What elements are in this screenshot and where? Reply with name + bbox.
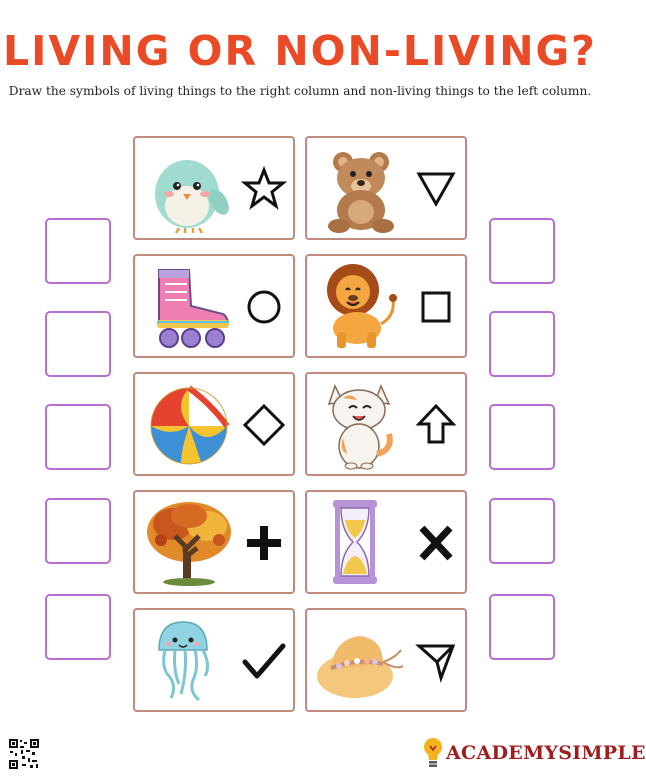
academy-simple-logo — [422, 736, 646, 772]
left-answer-box[interactable] — [45, 594, 111, 660]
send-arrow-icon — [411, 634, 461, 686]
right-answer-box[interactable] — [489, 594, 555, 660]
jellyfish-picture — [141, 614, 237, 706]
card-sun-hat — [305, 608, 467, 712]
arrow-up-icon — [411, 398, 461, 450]
bird-picture — [141, 142, 237, 234]
cross-icon — [411, 516, 461, 568]
roller-skate-picture — [141, 260, 237, 352]
qr-code-icon — [8, 738, 40, 770]
circle-icon — [239, 280, 289, 332]
logo-text: ACADEMYSIMPLE — [446, 742, 646, 764]
beach-ball-picture — [141, 378, 237, 470]
sun-hat-picture — [313, 614, 409, 706]
card-cat — [305, 372, 467, 476]
card-lion — [305, 254, 467, 358]
cat-picture — [313, 378, 409, 470]
card-hourglass — [305, 490, 467, 594]
page-title: LIVING OR NON-LIVING? — [3, 27, 597, 75]
checkmark-icon — [239, 634, 289, 686]
autumn-tree-picture — [141, 496, 237, 588]
teddy-bear-picture — [313, 142, 409, 234]
lion-picture — [313, 260, 409, 352]
hourglass-picture — [313, 496, 409, 588]
right-answer-box[interactable] — [489, 404, 555, 470]
card-roller-skate — [133, 254, 295, 358]
right-answer-box[interactable] — [489, 498, 555, 564]
card-autumn-tree — [133, 490, 295, 594]
left-answer-box[interactable] — [45, 498, 111, 564]
left-answer-box[interactable] — [45, 404, 111, 470]
card-jellyfish — [133, 608, 295, 712]
right-answer-box[interactable] — [489, 218, 555, 284]
star-icon — [239, 162, 289, 214]
instructions: Draw the symbols of living things to the right column and non-living things to the left column. — [8, 84, 592, 98]
card-beach-ball — [133, 372, 295, 476]
square-icon — [411, 280, 461, 332]
right-answer-box[interactable] — [489, 311, 555, 377]
card-bird — [133, 136, 295, 240]
left-answer-box[interactable] — [45, 311, 111, 377]
plus-icon — [239, 516, 289, 568]
left-answer-box[interactable] — [45, 218, 111, 284]
lightbulb-icon — [422, 736, 444, 770]
diamond-icon — [239, 398, 289, 450]
card-teddy-bear — [305, 136, 467, 240]
triangle-down-icon — [411, 162, 461, 214]
